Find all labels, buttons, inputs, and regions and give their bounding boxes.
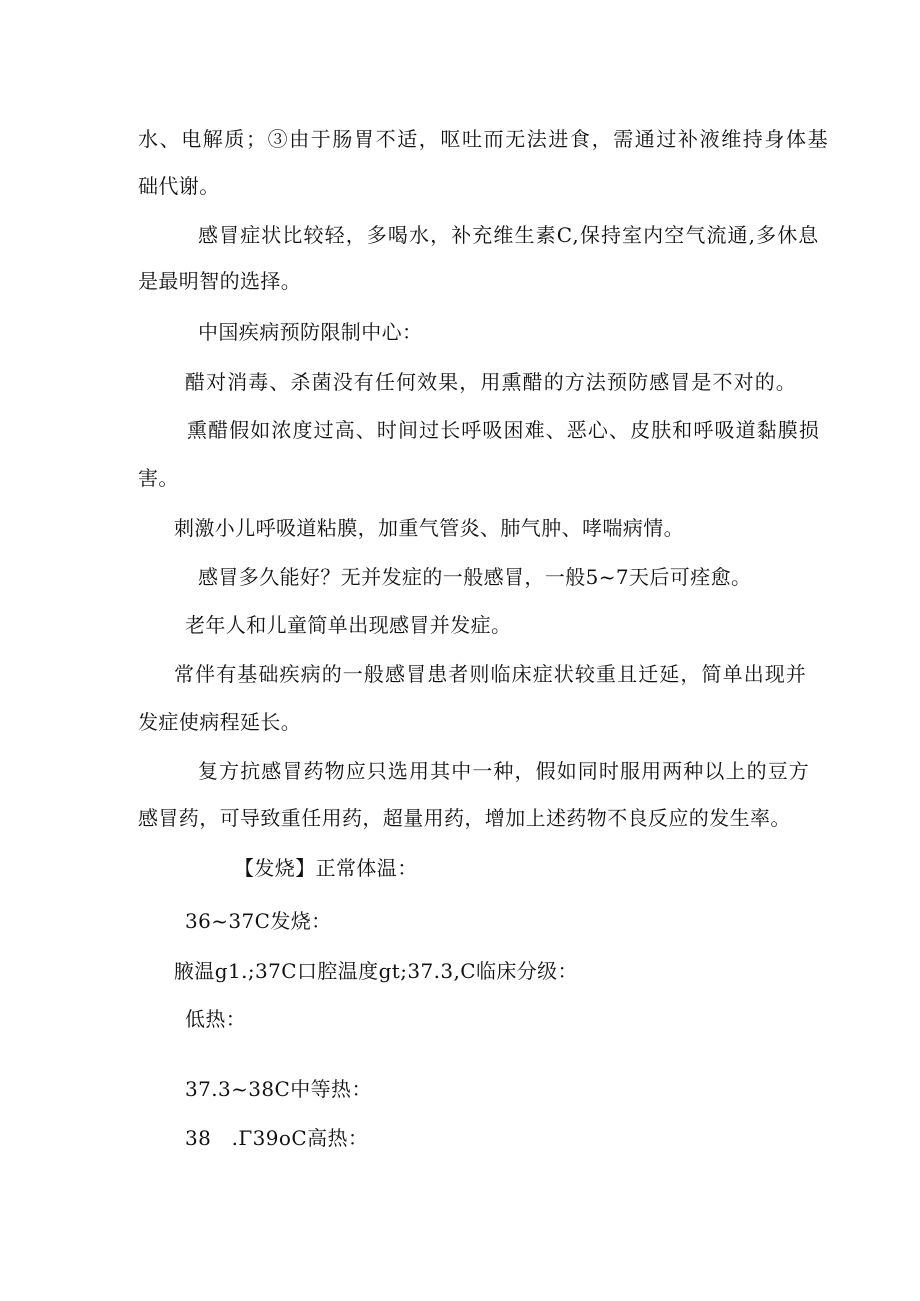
paragraph-mild-cold-line-2: 是最明智的选择。	[138, 269, 302, 293]
heading-cdc: 中国疾病预防限制中心：	[198, 320, 423, 344]
paragraph-vinegar: 醋对消毒、杀菌没有任何效果，用熏醋的方法预防感冒是不对的。	[185, 370, 797, 394]
paragraph-compound-drugs-line-2: 感冒药，可导致重任用药，超量用药，增加上述药物不良反应的发生率。	[138, 806, 791, 830]
paragraph-underlying-disease-line-1: 常伴有基础疾病的一般感冒患者则临床症状较重且迁延，简单出现并	[174, 662, 807, 686]
text-normal-range: 36~37C发烧：	[185, 909, 332, 933]
text-axillary-oral: 腋温g1.;37C口腔温度gt;37.3,C临床分级：	[174, 959, 578, 983]
text-low-fever: 低热：	[185, 1007, 247, 1031]
heading-fever: 【发烧】正常体温：	[234, 856, 418, 880]
paragraph-underlying-disease-line-2: 发症使病程延长。	[138, 710, 302, 734]
paragraph-vinegar-risk-line-1: 熏醋假如浓度过高、时间过长呼吸困难、恶心、皮肤和呼吸道黏膜损	[187, 418, 820, 442]
paragraph-elderly-children: 老年人和儿童简单出现感冒并发症。	[185, 613, 512, 637]
paragraph-mild-cold-line-1: 感冒症状比较轻，多喝水，补充维生素C,保持室内空气流通,多休息	[198, 223, 820, 247]
paragraph-electrolytes-line-2: 础代谢。	[138, 174, 220, 198]
paragraph-children-mucosa: 刺激小儿呼吸道粘膜，加重气管炎、肺气肿、哮喘病情。	[174, 516, 684, 540]
paragraph-recovery-time: 感冒多久能好？无并发症的一般感冒，一般5~7天后可痊愈。	[198, 565, 752, 589]
text-moderate-fever: 37.3~38C中等热：	[185, 1077, 372, 1101]
text-high-fever: 38 .Γ39oC高热：	[185, 1126, 369, 1150]
paragraph-compound-drugs-line-1: 复方抗感冒药物应只选用其中一种，假如同时服用两种以上的豆方	[198, 759, 810, 783]
paragraph-electrolytes-line-1: 水、电解质；③由于肠胃不适，呕吐而无法进食，需通过补液维持身体基	[138, 127, 830, 151]
paragraph-vinegar-risk-line-2: 害。	[138, 466, 179, 490]
